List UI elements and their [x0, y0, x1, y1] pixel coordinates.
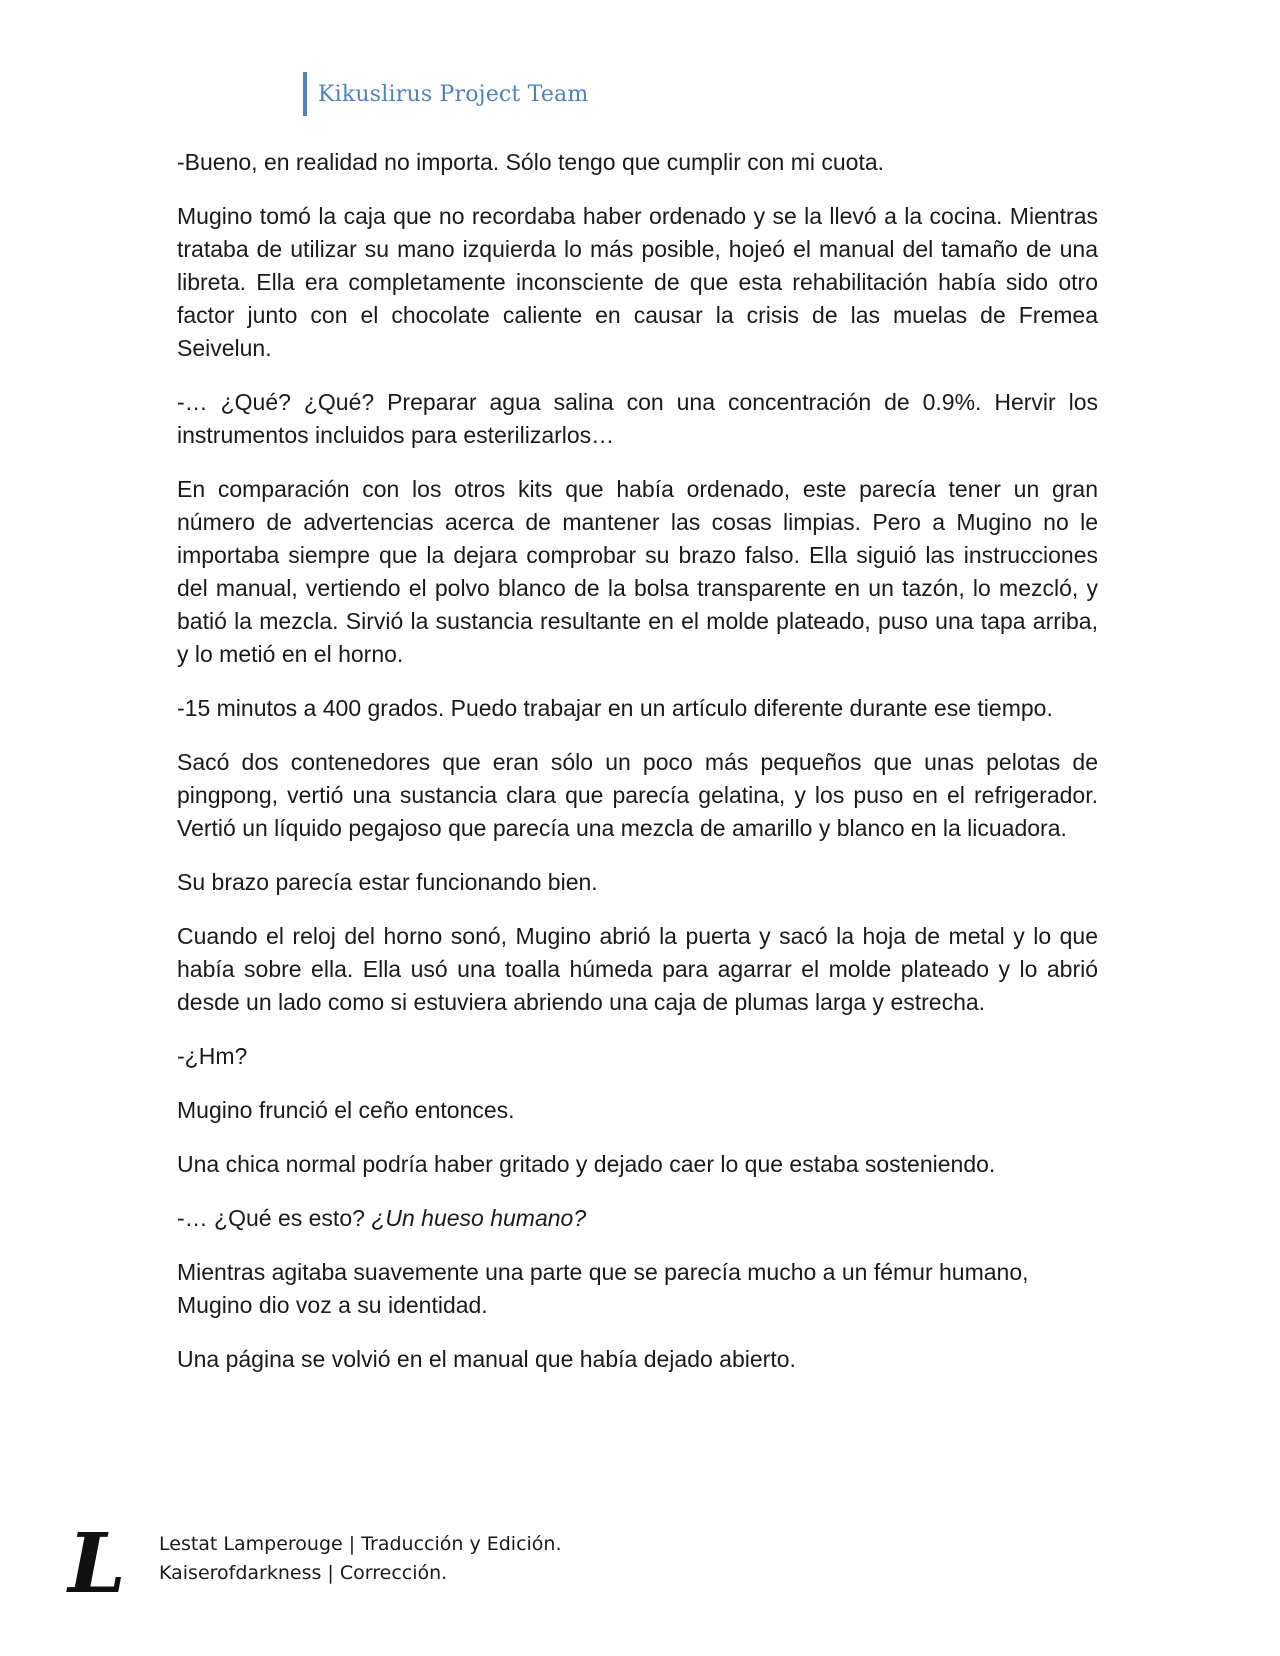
paragraph: Sacó dos contenedores que eran sólo un poco más pequeños que unas pelotas de pingpong, vertió una sustancia clara que parecía gelatina, y los puso en el refrigerador. Vertió un líquido pegajoso que parecía una mezcla de amarillo y blanco en la licuadora.	[177, 749, 1098, 841]
page-header	[303, 72, 588, 116]
dialogue-text: -… ¿Qué es esto?	[177, 1205, 372, 1231]
body-text	[177, 146, 1098, 1397]
paragraph: Mugino frunció el ceño entonces.	[177, 1097, 515, 1123]
paragraph: Mientras agitaba suavemente una parte que se parecía mucho a un fémur humano, Mugino dio voz a su identidad.	[177, 1259, 1029, 1318]
paragraph: Cuando el reloj del horno sonó, Mugino abrió la puerta y sacó la hoja de metal y lo que había sobre ella. Ella usó una toalla húmeda para agarrar el molde plateado y lo abrió desde un lado como si estuviera abriendo una caja de plumas larga y estrecha.	[177, 923, 1098, 1015]
paragraph: -Bueno, en realidad no importa. Sólo tengo que cumplir con mi cuota.	[177, 149, 885, 175]
header-accent-bar	[303, 72, 307, 116]
italic-text: ¿Un hueso humano?	[371, 1205, 587, 1231]
paragraph: Su brazo parecía estar funcionando bien.	[177, 869, 598, 895]
paragraph: Una página se volvió en el manual que había dejado abierto.	[177, 1346, 796, 1372]
paragraph: -… ¿Qué? ¿Qué? Preparar agua salina con una concentración de 0.9%. Hervir los instrumentos incluidos para esterilizarlos…	[177, 389, 1098, 448]
paragraph: -15 minutos a 400 grados. Puedo trabajar en un artículo diferente durante ese tiempo.	[177, 695, 1053, 721]
credit-correction: Kaiserofdarkness | Corrección.	[159, 1562, 448, 1584]
paragraph-with-italic	[177, 1202, 1098, 1235]
footer-credits	[159, 1530, 562, 1588]
header-title: Kikuslirus Project Team	[318, 81, 589, 107]
paragraph: Una chica normal podría haber gritado y dejado caer lo que estaba sosteniendo.	[177, 1151, 996, 1177]
paragraph: En comparación con los otros kits que había ordenado, este parecía tener un gran número de advertencias acerca de mantener las cosas limpias. Pero a Mugino no le importaba siempre que la dejara comprobar su brazo falso. Ella siguió las instrucciones del manual, vertiendo el polvo blanco de la bolsa transparente en un tazón, lo mezcló, y batió la mezcla. Sirvió la sustancia resultante en el molde plateado, puso una tapa arriba, y lo metió en el horno.	[177, 476, 1098, 667]
paragraph: -¿Hm?	[177, 1043, 248, 1069]
paragraph: Mugino tomó la caja que no recordaba haber ordenado y se la llevó a la cocina. Mientras trataba de utilizar su mano izquierda lo más posible, hojeó el manual del tamaño de una libreta. Ella era completamente inconsciente de que esta rehabilitación había sido otro factor junto con el chocolate caliente en causar la crisis de las muelas de Fremea Seivelun.	[177, 203, 1098, 361]
gothic-l-logo: L	[68, 1516, 126, 1612]
credit-translation: Lestat Lamperouge | Traducción y Edición.	[159, 1533, 562, 1555]
